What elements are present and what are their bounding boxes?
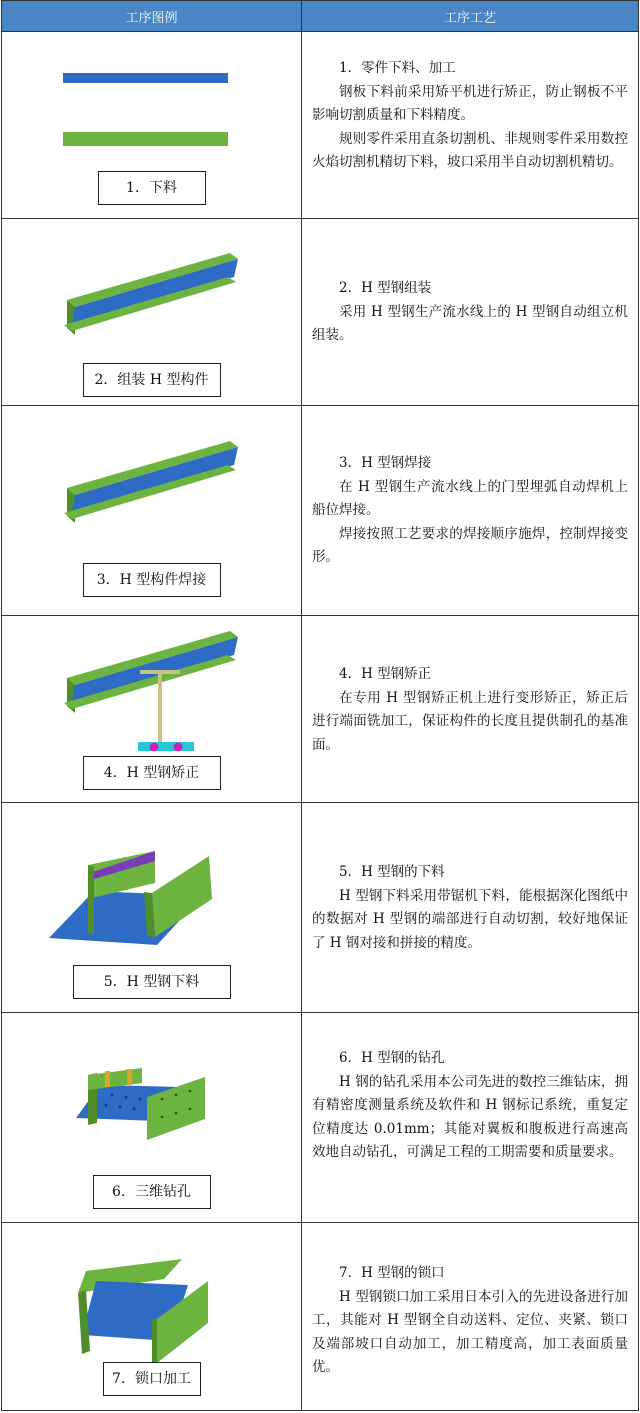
- illustration-cell: [2, 219, 302, 406]
- step-title: 1．零件下料、加工: [339, 60, 456, 76]
- step-text: H 钢的钻孔采用本公司先进的数控三维钻床，拥有精密度测量系统及软件和 H 钢标记系统，重复定位精度达 0.01mm；其能对翼板和腹板进行高速高效地自动钻孔，可满足工程的工期需要和质量要求。: [312, 1073, 628, 1160]
- process-text: [302, 616, 639, 803]
- header-illustration: 工序图例: [2, 1, 302, 32]
- step-title: 3．H 型钢焊接: [339, 455, 432, 471]
- process-text: [302, 219, 639, 406]
- step-text: 规则零件采用直条切割机、非规则零件采用数控火焰切割机精切下料，坡口采用半自动切割机精切。: [312, 130, 628, 170]
- step-title: 2．H 型钢组装: [339, 280, 432, 296]
- table-row: [2, 616, 639, 803]
- table-row: [2, 1013, 639, 1223]
- step-text: H 型钢下料采用带锯机下料，能根据深化图纸中的数据对 H 型钢的端部进行自动切割，较好地保证了 H 钢对接和拼接的精度。: [312, 887, 628, 951]
- step-label: 6．三维钻孔: [93, 1175, 211, 1209]
- step-text: 焊接按照工艺要求的焊接顺序施焊，控制焊接变形。: [312, 525, 628, 565]
- table-row: [2, 219, 639, 406]
- table-row: [2, 1223, 639, 1411]
- process-text: [302, 803, 639, 1013]
- step-label: 4．H 型钢矫正: [83, 756, 221, 790]
- illustration-cell: [2, 803, 302, 1013]
- table-row: [2, 32, 639, 219]
- step-title: 6．H 型钢的钻孔: [339, 1050, 445, 1066]
- process-text: [302, 1013, 639, 1223]
- illustration-cell: [2, 32, 302, 219]
- step-text: H 型钢锁口加工采用日本引入的先进设备进行加工，其能对 H 型钢全自动送料、定位、夹紧、锁口及端部坡口自动加工，加工精度高，加工表面质量优。: [312, 1288, 628, 1375]
- step-title: 5．H 型钢的下料: [339, 864, 445, 880]
- illustration-cell: [2, 406, 302, 616]
- process-text: [302, 406, 639, 616]
- illustration-cell: [2, 1013, 302, 1223]
- step-text: 在专用 H 型钢矫正机上进行变形矫正，矫正后进行端面铣加工，保证构件的长度且提供制孔的基准面。: [312, 689, 628, 753]
- table-row: [2, 406, 639, 616]
- process-text: [302, 32, 639, 219]
- step-title: 7．H 型钢的锁口: [339, 1265, 445, 1281]
- header-process: 工序工艺: [302, 1, 639, 32]
- step-label: 7．锁口加工: [103, 1362, 201, 1396]
- step-text: 钢板下料前采用矫平机进行矫正，防止钢板不平影响切割质量和下料精度。: [312, 83, 628, 123]
- header-row: [2, 1, 639, 32]
- step-label: 3．H 型构件焊接: [83, 563, 221, 597]
- table-row: [2, 803, 639, 1013]
- step-title: 4．H 型钢矫正: [339, 666, 432, 682]
- process-table: [1, 0, 639, 1411]
- process-text: [302, 1223, 639, 1411]
- step-label: 2．组装 H 型构件: [83, 363, 221, 397]
- step-label: 5．H 型钢下料: [73, 965, 231, 999]
- step-text: 在 H 型钢生产流水线上的门型埋弧自动焊机上船位焊接。: [312, 478, 628, 518]
- step-label: 1．下料: [98, 171, 206, 205]
- step-text: 采用 H 型钢生产流水线上的 H 型钢自动组立机组装。: [312, 303, 628, 343]
- illustration-cell: [2, 1223, 302, 1411]
- illustration-cell: [2, 616, 302, 803]
